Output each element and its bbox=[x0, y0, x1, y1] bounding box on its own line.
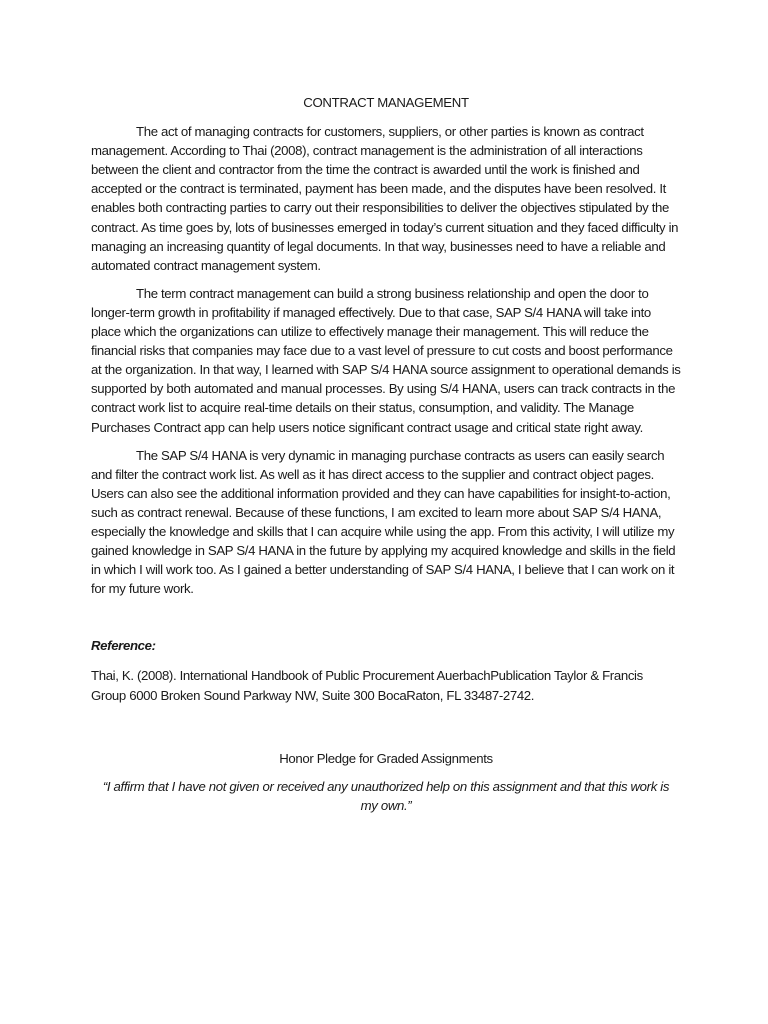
paragraph-2: The term contract management can build a strong business relationship and open the door to longer-term growth in profitability if managed effectively. Due to that case, SAP S/4 HANA will take into place which the organizations can utilize to effectively manage their management. This will reduce the financial risks that companies may face due to a vast level of pressure to cut costs and boost performance at the organization. In that way, I learned with SAP S/4 HANA source assignment to operational demands is supported by both automated and manual processes. By using S/4 HANA, users can track contracts in the contract work list to acquire real-time details on their status, consumption, and validity. The Manage Purchases Contract app can help users notice significant contract usage and critical state right away. bbox=[91, 285, 681, 435]
page-title: CONTRACT MANAGEMENT bbox=[303, 95, 469, 110]
reference-heading: Reference: bbox=[91, 638, 156, 654]
paragraph-3: The SAP S/4 HANA is very dynamic in managing purchase contracts as users can easily search and filter the contract work list. As well as it has direct access to the supplier and contract object pages. Users can also see the additional information provided and they can have capabilities for insight-to-action, such as contract renewal. Because of these functions, I am excited to learn more about SAP S/4 HANA, especially the knowledge and skills that I can acquire while using the app. From this activity, I will utilize my gained knowledge in SAP S/4 HANA in the future by applying my acquired knowledge and skills in the field in which I will work too. As I gained a better understanding of SAP S/4 HANA, I believe that I can work on it for my future work. bbox=[91, 447, 676, 597]
honor-pledge-text: “I affirm that I have not given or received any unauthorized help on this assignment and that this work is my own.” bbox=[102, 778, 670, 813]
paragraph-1: The act of managing contracts for customers, suppliers, or other parties is known as contract management. According to Thai (2008), contract management is the administration of all interactions between the client and contractor from the time the contract is awarded until the work is finished and accepted or the contract is terminated, payment has been made, and the disputes have been resolved. It enables both contracting parties to carry out their responsibilities to deliver the objectives stipulated by the contract. As time goes by, lots of businesses emerged in today’s current situation and they faced difficulty in managing an increasing quantity of legal documents. In that way, businesses need to have a reliable and automated contract management system. bbox=[91, 124, 679, 273]
reference-citation: Thai, K. (2008). International Handbook of Public Procurement AuerbachPublication Taylor & Francis Group 6000 Broken Sound Parkway NW, Suite 300 BocaRaton, FL 33487-2742. bbox=[91, 668, 643, 703]
document-body bbox=[91, 93, 681, 815]
honor-pledge-heading: Honor Pledge for Graded Assignments bbox=[279, 750, 493, 766]
